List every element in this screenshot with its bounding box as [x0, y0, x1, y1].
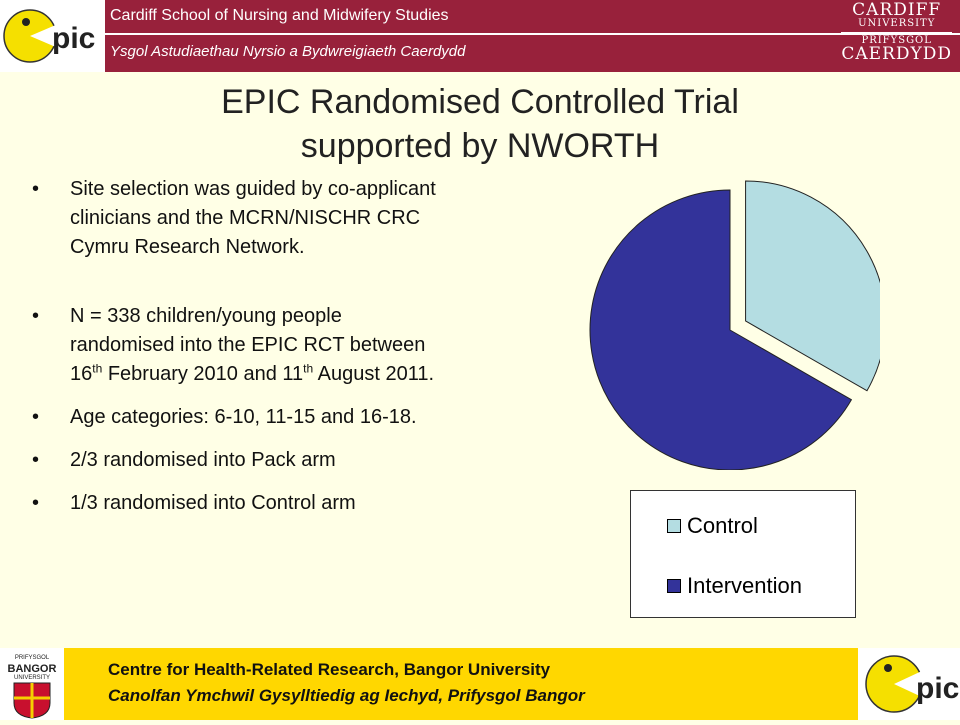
- footer-band: [64, 648, 858, 720]
- superscript-th-1: th: [92, 361, 103, 376]
- cardiff-university-logo: [841, 2, 952, 63]
- slide-title-line1: EPIC Randomised Controlled Trial: [221, 83, 739, 121]
- legend-label-intervention: Intervention: [687, 573, 802, 598]
- bullet-sample-size-text-3: August 2011.: [313, 363, 435, 385]
- bangor-university-logo: [0, 648, 64, 720]
- legend-label-control: Control: [687, 513, 758, 538]
- bullet-age-categories: [30, 403, 450, 432]
- footer-welsh-text: Canolfan Ymchwil Gysylltiedig ag Iechyd, Prifysgol Bangor: [108, 686, 585, 705]
- slide-title-line2: supported by NWORTH: [300, 127, 660, 165]
- chart-legend: [630, 490, 856, 618]
- slide-title: [0, 80, 960, 168]
- epic-logo-text-bottom: pic: [916, 672, 960, 705]
- bullet-control-arm: [30, 489, 450, 518]
- bullet-age-categories-text: Age categories: 6-10, 11-15 and 16-18.: [70, 406, 417, 428]
- legend-swatch-control: [667, 519, 681, 533]
- bullet-pack-arm: [30, 446, 450, 475]
- bullet-sample-size-text-1: N = 338 children/young people randomised into the EPIC RCT between 16: [70, 305, 426, 385]
- header-divider: [105, 33, 960, 35]
- footer-english-text: Centre for Health-Related Research, Bangor University: [108, 660, 551, 679]
- legend-item-intervention: [667, 573, 802, 599]
- bullet-site-selection-text: Site selection was guided by co-applicant clinicians and the MCRN/NISCHR CRC Cymru Research Network.: [70, 178, 436, 258]
- epic-logo-text: pic: [52, 22, 96, 55]
- bullet-list: [30, 175, 450, 532]
- epic-logo-top: [0, 0, 105, 72]
- bullet-sample-size-text-2: February 2010 and 11: [102, 363, 304, 385]
- header-english-title: Cardiff School of Nursing and Midwifery Studies: [110, 7, 449, 24]
- bangor-logo-university: UNIVERSITY: [13, 675, 51, 681]
- epic-logo-bottom: [858, 648, 960, 720]
- legend-item-control: [667, 513, 758, 539]
- cardiff-logo-prifysgol: PRIFYSGOL: [861, 35, 932, 46]
- bangor-logo-word: BANGOR: [7, 663, 57, 675]
- bullet-site-selection: [30, 175, 450, 262]
- cardiff-logo-university: UNIVERSITY: [858, 18, 936, 29]
- cardiff-logo-word: CARDIFF: [852, 0, 942, 20]
- bangor-logo-prifysgol: PRIFYSGOL: [14, 655, 50, 661]
- bullet-control-arm-text: 1/3 randomised into Control arm: [70, 492, 356, 514]
- cardiff-logo-caerdydd: CAERDYDD: [841, 44, 952, 64]
- pie-chart: [560, 180, 880, 470]
- bullet-sample-size: [30, 302, 450, 389]
- header-welsh-title: Ysgol Astudiaethau Nyrsio a Bydwreigiaeth Caerdydd: [110, 43, 466, 60]
- superscript-th-2: th: [303, 361, 314, 376]
- bullet-pack-arm-text: 2/3 randomised into Pack arm: [70, 449, 336, 471]
- legend-swatch-intervention: [667, 579, 681, 593]
- cardiff-logo-divider: [841, 32, 952, 33]
